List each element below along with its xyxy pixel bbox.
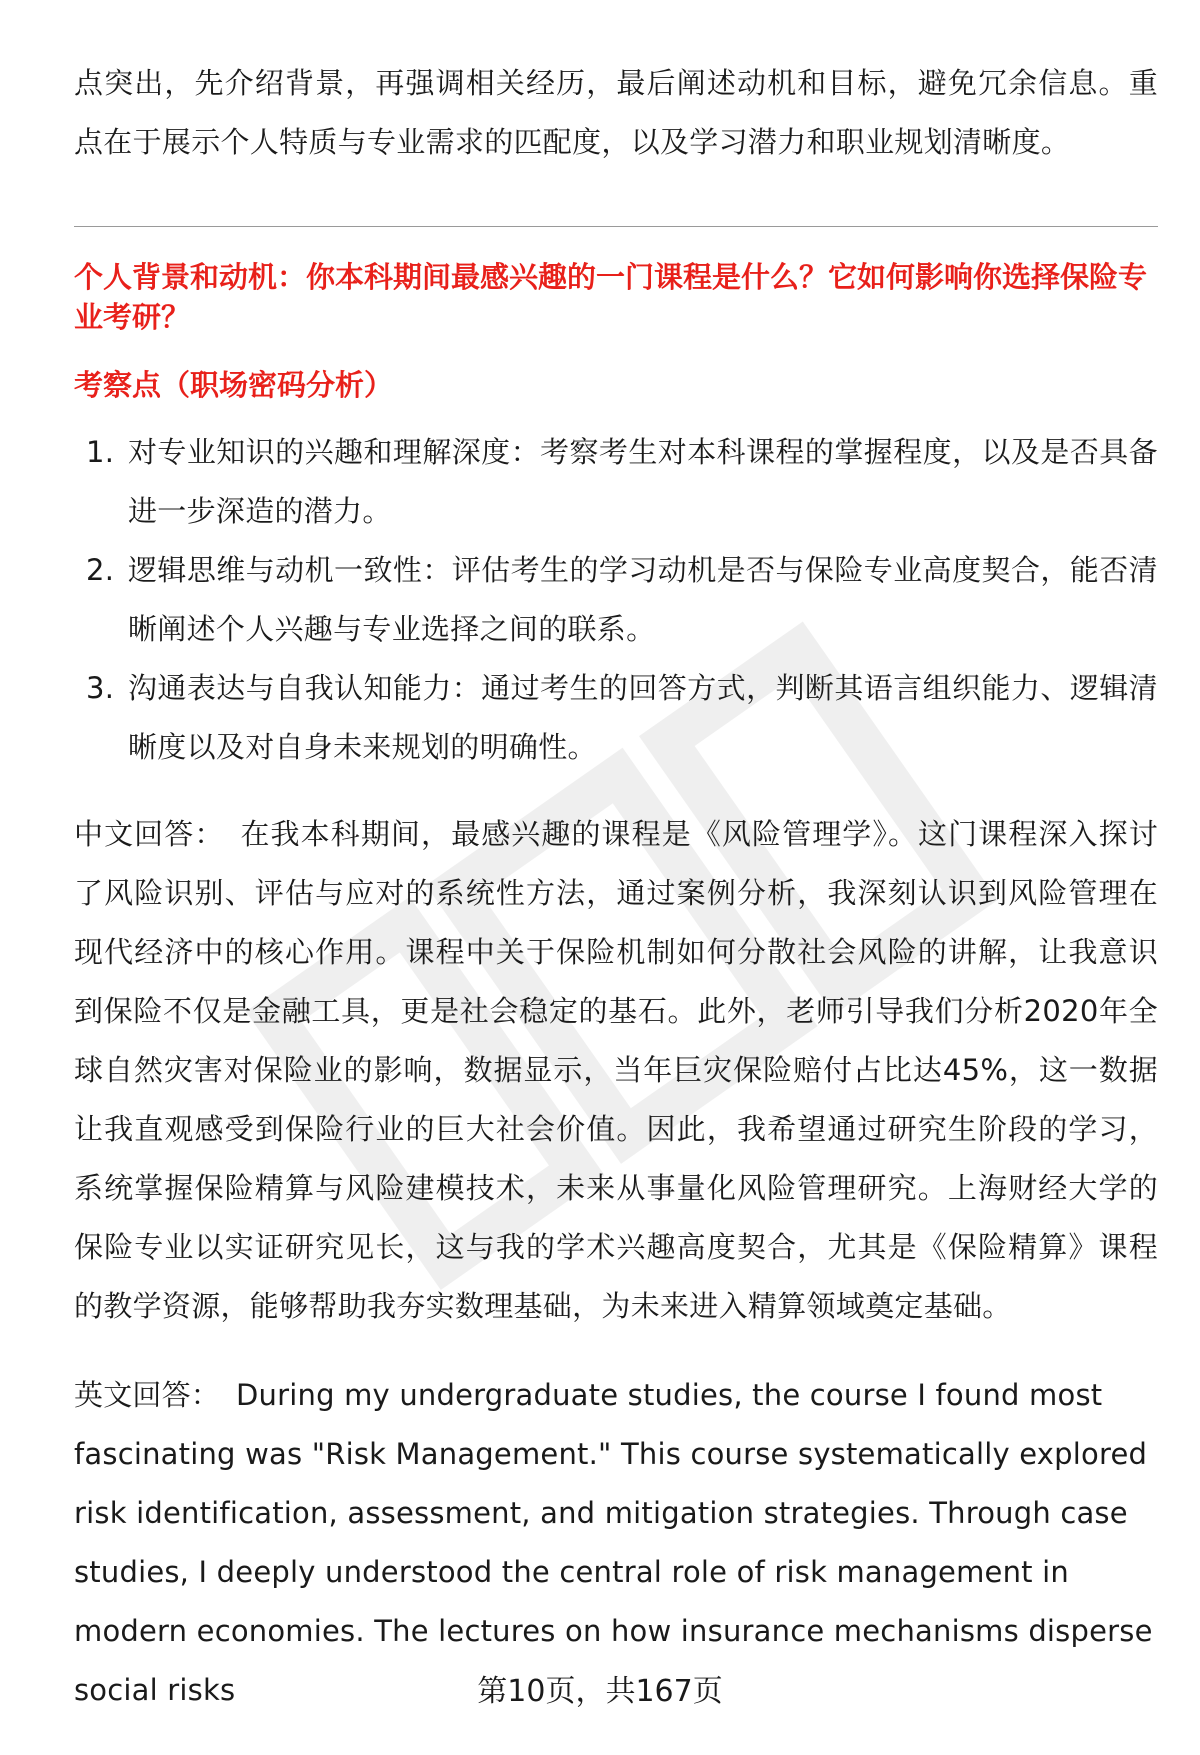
document-page <box>74 54 1158 1720</box>
chinese-answer-text: 在我本科期间，最感兴趣的课程是《风险管理学》。这门课程深入探讨了风险识别、评估与应对的系统性方法，通过案例分析，我深刻认识到风险管理在现代经济中的核心作用。课程中关于保险机制如何分散社会风险的讲解，让我意识到保险不仅是金融工具，更是社会稳定的基石。此外，老师引导我们分析2020年全球自然灾害对保险业的影响，数据显示，当年巨灾保险赔付占比达45%，这一数据让我直观感受到保险行业的巨大社会价值。因此，我希望通过研究生阶段的学习，系统掌握保险精算与风险建模技术，未来从事量化风险管理研究。上海财经大学的保险专业以实证研究见长，这与我的学术兴趣高度契合，尤其是《保险精算》课程的教学资源，能够帮助我夯实数理基础，为未来进入精算领域奠定基础。 <box>74 817 1158 1323</box>
chinese-answer-label: 中文回答： <box>74 817 225 851</box>
page-number-footer: 第10页，共167页 <box>477 1674 723 1709</box>
list-item-number: 2. <box>86 553 115 587</box>
section-divider <box>74 226 1158 227</box>
list-item-number: 3. <box>86 671 115 705</box>
list-item <box>74 659 1158 777</box>
intro-paragraph: 点突出，先介绍背景，再强调相关经历，最后阐述动机和目标，避免冗余信息。重点在于展示个人特质与专业需求的匹配度，以及学习潜力和职业规划清晰度。 <box>74 66 1158 159</box>
list-item-text: 逻辑思维与动机一致性：评估考生的学习动机是否与保险专业高度契合，能否清晰阐述个人兴趣与专业选择之间的联系。 <box>128 553 1158 646</box>
analysis-subheading: 考察点（职场密码分析） <box>74 368 394 402</box>
english-answer-label: 英文回答： <box>74 1378 221 1412</box>
list-item-text: 沟通表达与自我认知能力：通过考生的回答方式，判断其语言组织能力、逻辑清晰度以及对自身未来规划的明确性。 <box>128 671 1158 764</box>
list-item-text: 对专业知识的兴趣和理解深度：考察考生对本科课程的掌握程度，以及是否具备进一步深造的潜力。 <box>128 435 1158 528</box>
question-heading: 个人背景和动机：你本科期间最感兴趣的一门课程是什么？它如何影响你选择保险专业考研？ <box>74 260 1148 334</box>
list-item <box>74 423 1158 541</box>
chinese-answer-paragraph <box>74 805 1158 1336</box>
english-answer-text: During my undergraduate studies, the course I found most fascinating was "Risk Management." This course systematically explored risk identification, assessment, and mitigation strategies. Through case studies, I deeply understood the central role of risk management in modern economies. The lectures on how insurance mechanisms disperse social risks <box>74 1378 1153 1707</box>
english-answer-paragraph <box>74 1366 1158 1720</box>
analysis-points-list <box>74 423 1158 777</box>
list-item <box>74 541 1158 659</box>
list-item-number: 1. <box>86 435 115 469</box>
